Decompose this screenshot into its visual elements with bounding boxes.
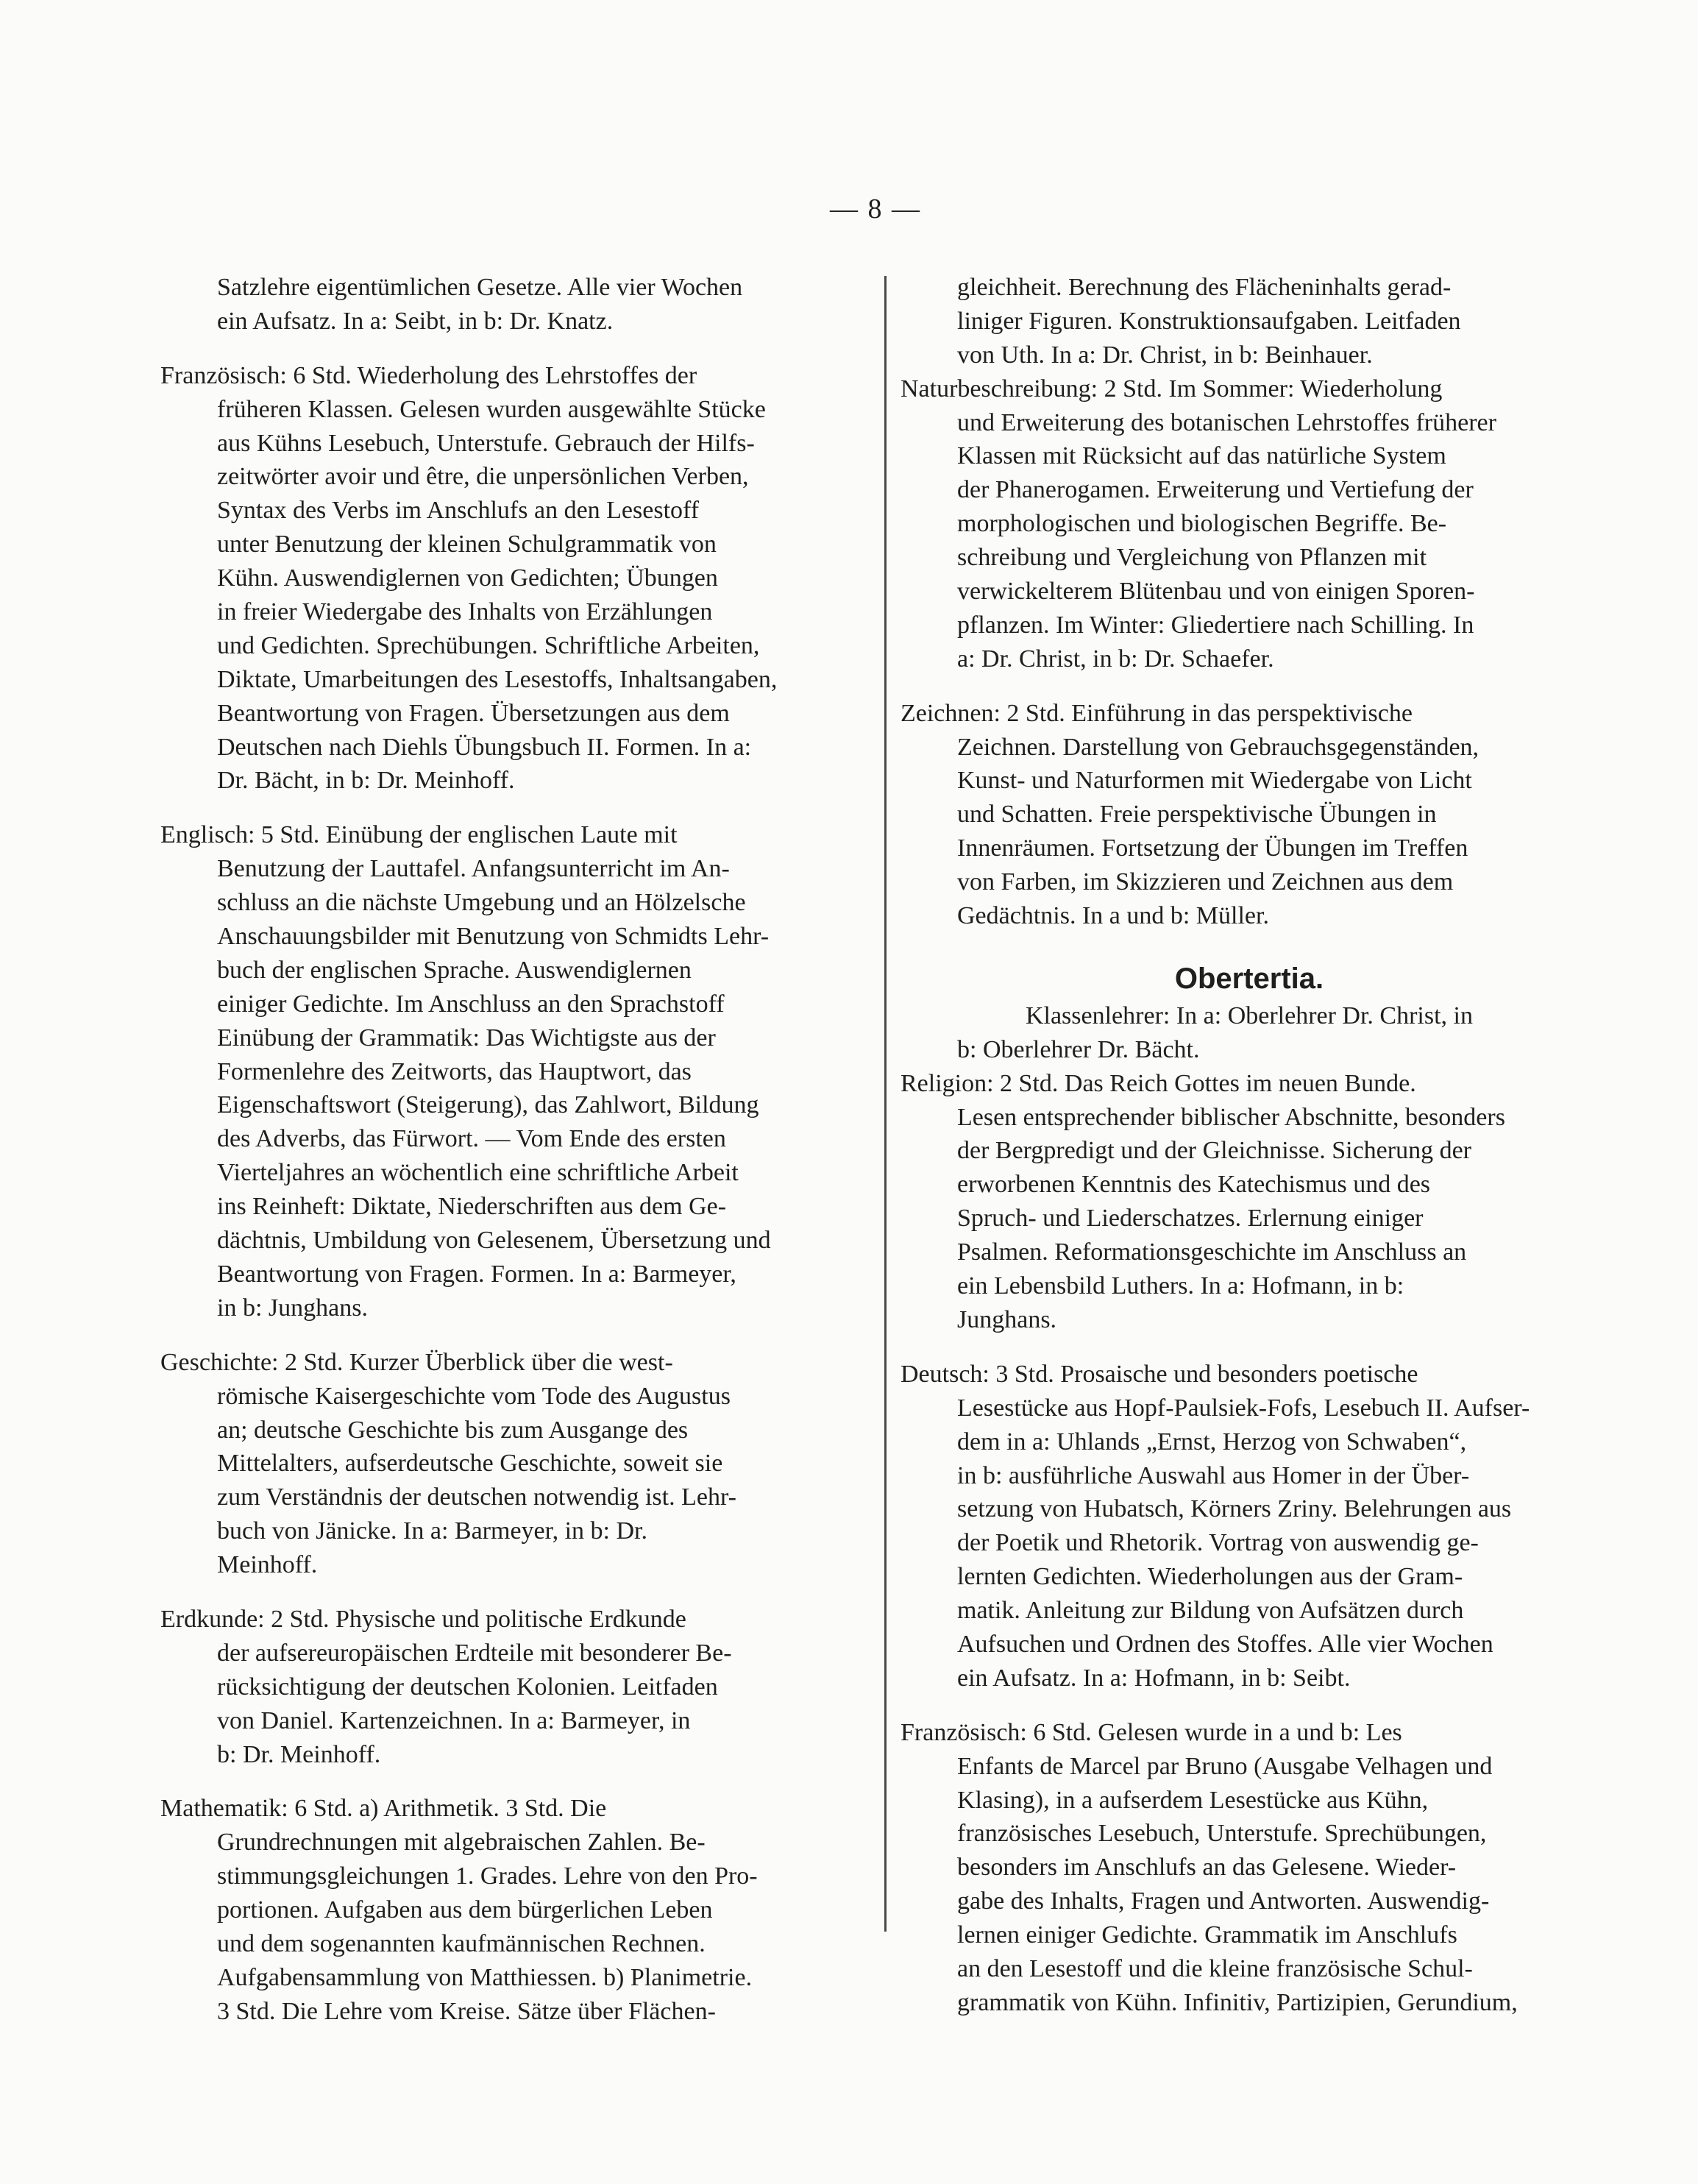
text-line: und Schatten. Freie perspektivische Übungen in — [957, 801, 1437, 829]
text-line: Meinhoff. — [217, 1551, 318, 1579]
text-line: liniger Figuren. Konstruktionsaufgaben. Leitfaden — [957, 307, 1461, 335]
text-line: an den Lesestoff und die kleine französische Schul- — [957, 1954, 1473, 1982]
text-line: morphologischen und biologischen Begriffe. Be- — [957, 510, 1447, 538]
text-line: in b: Junghans. — [217, 1294, 368, 1322]
text-line: Klasing), in a aufserdem Lesestücke aus Kühn, — [957, 1786, 1429, 1814]
text-line: an; deutsche Geschichte bis zum Ausgange des — [217, 1416, 689, 1444]
text-line: Diktate, Umarbeitungen des Lesestoffs, Inhaltsangaben, — [217, 665, 778, 693]
text-line: und dem sogenannten kaufmännischen Rechnen. — [217, 1929, 706, 1957]
text-line: Formenlehre des Zeitworts, das Hauptwort, das — [217, 1057, 692, 1085]
left-column — [160, 271, 864, 2029]
text-line: verwickelterem Blütenbau und von einigen Sporen- — [957, 578, 1475, 606]
text-line: Französisch: 6 Std. Gelesen wurde in a und b: Les — [900, 1718, 1402, 1746]
text-line: französisches Lesebuch, Unterstufe. Sprechübungen, — [957, 1820, 1487, 1848]
text-line: setzung von Hubatsch, Körners Zriny. Belehrungen aus — [957, 1495, 1512, 1523]
text-line: Deutschen nach Diehls Übungsbuch II. Formen. In a: — [217, 733, 752, 761]
text-line: Psalmen. Reformationsgeschichte im Anschluss an — [957, 1238, 1467, 1266]
text-line: Spruch- und Liederschatzes. Erlernung einiger — [957, 1205, 1424, 1233]
text-line: des Adverbs, das Fürwort. — Vom Ende des ersten — [217, 1125, 726, 1153]
text-line: grammatik von Kühn. Infinitiv, Partizipien, Gerundium, — [957, 1988, 1518, 2016]
text-line: Klassen mit Rücksicht auf das natürliche System — [957, 442, 1446, 470]
section-heading: Obertertia. — [1174, 962, 1324, 995]
text-line: besonders im Anschlufs an das Gelesene. Wieder- — [957, 1854, 1457, 1882]
text-line: Grundrechnungen mit algebraischen Zahlen. Be- — [217, 1829, 706, 1857]
text-line: rücksichtigung der deutschen Kolonien. Leitfaden — [217, 1673, 718, 1701]
text-line: Dr. Bächt, in b: Dr. Meinhoff. — [217, 767, 515, 795]
text-line: dem in a: Uhlands „Ernst, Herzog von Schwaben“, — [957, 1428, 1467, 1456]
text-line: schreibung und Vergleichung von Pflanzen mit — [957, 544, 1427, 572]
text-line: Zeichnen: 2 Std. Einführung in das perspektivische — [900, 699, 1413, 727]
text-line: römische Kaisergeschichte vom Tode des Augustus — [217, 1382, 731, 1410]
text-line: zeitwörter avoir und être, die unpersönlichen Verben, — [217, 463, 749, 491]
text-line: Geschichte: 2 Std. Kurzer Überblick über die west- — [160, 1348, 673, 1376]
text-line: Lesestücke aus Hopf-Paulsiek-Fofs, Lesebuch II. Aufser- — [957, 1394, 1530, 1422]
text-line: der Poetik und Rhetorik. Vortrag von auswendig ge- — [957, 1529, 1479, 1557]
text-line: gabe des Inhalts, Fragen und Antworten. Auswendig- — [957, 1887, 1490, 1915]
text-line: pflanzen. Im Winter: Gliedertiere nach Schilling. In — [957, 611, 1474, 639]
text-line: Naturbeschreibung: 2 Std. Im Sommer: Wiederholung — [900, 375, 1443, 403]
text-line: Deutsch: 3 Std. Prosaische und besonders poetische — [900, 1360, 1418, 1388]
text-line: lernen einiger Gedichte. Grammatik im Anschlufs — [957, 1921, 1457, 1949]
text-line: Satzlehre eigentümlichen Gesetze. Alle vier Wochen — [217, 274, 743, 301]
text-line: dächtnis, Umbildung von Gelesenem, Übersetzung und — [217, 1227, 771, 1255]
text-line: in freier Wiedergabe des Inhalts von Erzählungen — [217, 598, 713, 626]
text-line: buch von Jänicke. In a: Barmeyer, in b: Dr. — [217, 1517, 647, 1545]
text-line: Enfants de Marcel par Bruno (Ausgabe Velhagen und — [957, 1752, 1493, 1780]
text-line: 3 Std. Die Lehre vom Kreise. Sätze über Flächen- — [217, 1997, 716, 2025]
text-line: Mathematik: 6 Std. a) Arithmetik. 3 Std. Die — [160, 1795, 607, 1823]
text-line: a: Dr. Christ, in b: Dr. Schaefer. — [957, 645, 1274, 673]
right-column — [900, 271, 1598, 2020]
text-line: unter Benutzung der kleinen Schulgrammatik von — [217, 531, 717, 559]
text-line: Mittelalters, aufserdeutsche Geschichte, soweit sie — [217, 1450, 723, 1478]
page-number: — 8 — — [830, 194, 921, 224]
text-line: der Bergpredigt und der Gleichnisse. Sicherung der — [957, 1137, 1472, 1165]
text-line: ein Aufsatz. In a: Hofmann, in b: Seibt. — [957, 1664, 1351, 1692]
text-line: früheren Klassen. Gelesen wurden ausgewählte Stücke — [217, 395, 766, 423]
text-line: Klassenlehrer: In a: Oberlehrer Dr. Christ, in — [1025, 1001, 1474, 1029]
text-line: und Gedichten. Sprechübungen. Schriftliche Arbeiten, — [217, 631, 760, 659]
text-line: Syntax des Verbs im Anschlufs an den Lesestoff — [217, 497, 700, 525]
text-line: Englisch: 5 Std. Einübung der englischen Laute mit — [160, 821, 678, 849]
text-line: der Phanerogamen. Erweiterung und Vertiefung der — [957, 476, 1474, 504]
text-line: schluss an die nächste Umgebung und an Hölzelsche — [217, 889, 746, 917]
text-line: matik. Anleitung zur Bildung von Aufsätzen durch — [957, 1597, 1464, 1625]
text-line: von Uth. In a: Dr. Christ, in b: Beinhauer. — [957, 341, 1373, 369]
text-line: Junghans. — [957, 1305, 1057, 1333]
text-line: Kunst- und Naturformen mit Wiedergabe von Licht — [957, 767, 1472, 795]
text-line: b: Oberlehrer Dr. Bächt. — [957, 1035, 1200, 1063]
text-line: Anschauungsbilder mit Benutzung von Schmidts Lehr- — [217, 923, 770, 951]
text-line: Französisch: 6 Std. Wiederholung des Lehrstoffes der — [160, 361, 697, 389]
text-line: lernten Gedichten. Wiederholungen aus der Gram- — [957, 1563, 1463, 1591]
column-divider — [884, 276, 887, 1932]
text-line: Benutzung der Lauttafel. Anfangsunterricht im An- — [217, 855, 730, 883]
text-line: und Erweiterung des botanischen Lehrstoffes früherer — [957, 408, 1496, 436]
text-line: ein Aufsatz. In a: Seibt, in b: Dr. Knatz. — [217, 307, 614, 335]
text-line: einiger Gedichte. Im Anschluss an den Sprachstoff — [217, 990, 725, 1018]
text-line: in b: ausführliche Auswahl aus Homer in der Über- — [957, 1461, 1470, 1489]
text-line: Aufgabensammlung von Matthiessen. b) Planimetrie. — [217, 1963, 753, 1991]
text-line: Beantwortung von Fragen. Übersetzungen aus dem — [217, 699, 730, 727]
text-line: gleichheit. Berechnung des Flächeninhalts gerad- — [957, 274, 1452, 301]
text-line: von Daniel. Kartenzeichnen. In a: Barmeyer, in — [217, 1706, 691, 1734]
text-line: b: Dr. Meinhoff. — [217, 1740, 381, 1768]
text-line: Beantwortung von Fragen. Formen. In a: Barmeyer, — [217, 1260, 736, 1288]
text-line: der aufsereuropäischen Erdteile mit besonderer Be- — [217, 1639, 732, 1667]
text-line: buch der englischen Sprache. Auswendiglernen — [217, 956, 692, 984]
text-line: Kühn. Auswendiglernen von Gedichten; Übungen — [217, 564, 718, 592]
text-line: Aufsuchen und Ordnen des Stoffes. Alle vier Wochen — [957, 1630, 1493, 1658]
text-line: Innenräumen. Fortsetzung der Übungen im Treffen — [957, 834, 1468, 862]
text-line: Religion: 2 Std. Das Reich Gottes im neuen Bunde. — [900, 1069, 1416, 1097]
text-line: portionen. Aufgaben aus dem bürgerlichen Leben — [217, 1896, 713, 1924]
text-line: Eigenschaftswort (Steigerung), das Zahlwort, Bildung — [217, 1091, 759, 1119]
text-line: Einübung der Grammatik: Das Wichtigste aus der — [217, 1024, 716, 1052]
text-line: Erdkunde: 2 Std. Physische und politische Erdkunde — [160, 1605, 686, 1633]
text-line: ins Reinheft: Diktate, Niederschriften aus dem Ge- — [217, 1193, 727, 1221]
text-line: stimmungsgleichungen 1. Grades. Lehre von den Pro- — [217, 1862, 758, 1890]
text-line: Zeichnen. Darstellung von Gebrauchsgegenständen, — [957, 733, 1479, 761]
text-line: ein Lebensbild Luthers. In a: Hofmann, in b: — [957, 1272, 1404, 1300]
text-line: erworbenen Kenntnis des Katechismus und des — [957, 1171, 1431, 1199]
text-line: Lesen entsprechender biblischer Abschnitte, besonders — [957, 1103, 1505, 1131]
text-line: Vierteljahres an wöchentlich eine schriftliche Arbeit — [217, 1159, 739, 1187]
text-line: von Farben, im Skizzieren und Zeichnen aus dem — [957, 868, 1454, 896]
text-line: Gedächtnis. In a und b: Müller. — [957, 902, 1269, 930]
text-line: aus Kühns Lesebuch, Unterstufe. Gebrauch der Hilfs- — [217, 429, 755, 457]
text-line: zum Verständnis der deutschen notwendig ist. Lehr- — [217, 1483, 736, 1511]
